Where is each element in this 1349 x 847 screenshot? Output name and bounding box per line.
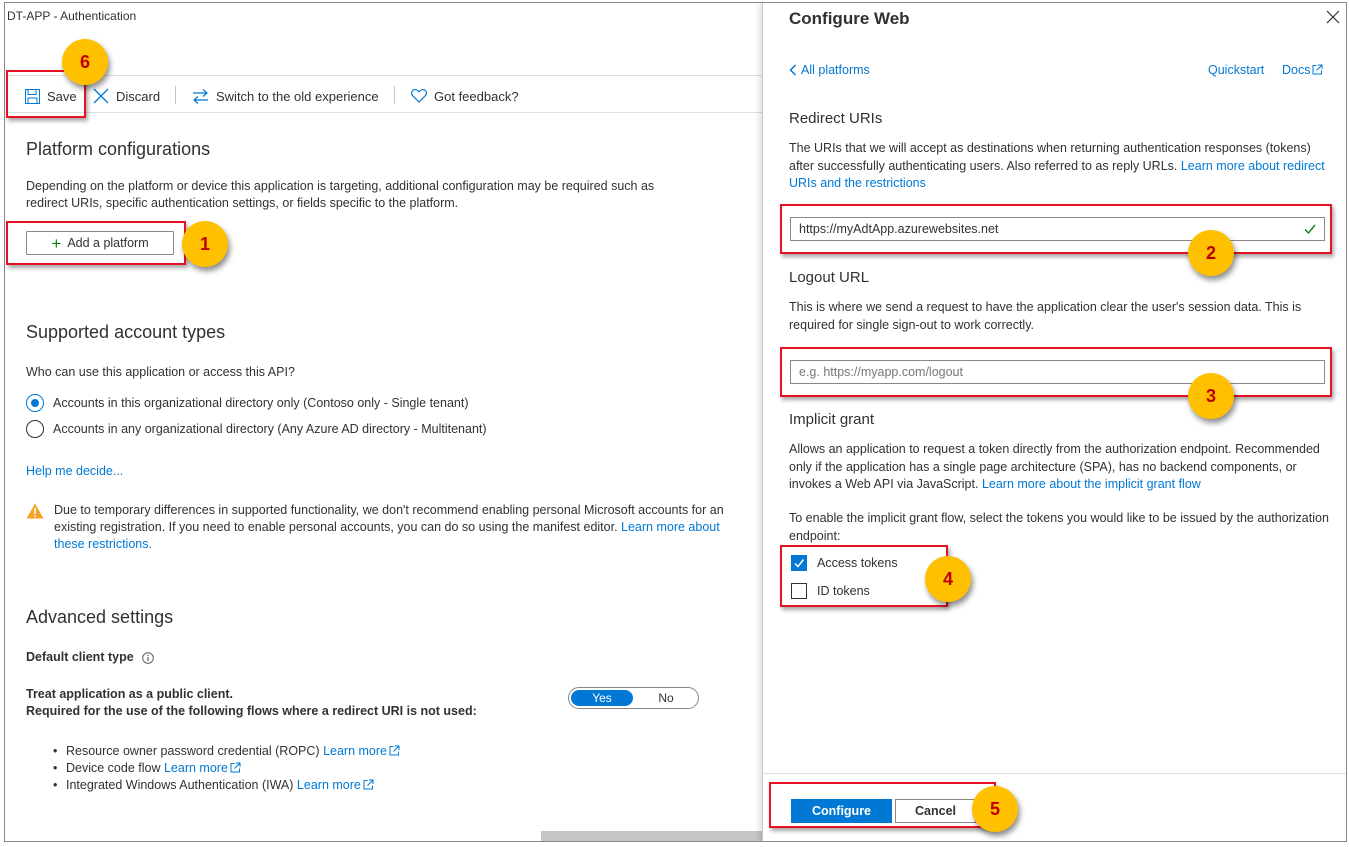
flows-list (53, 743, 400, 794)
logout-url-placeholder: e.g. https://myapp.com/logout (799, 365, 963, 379)
annotation-box (6, 221, 186, 265)
advanced-settings-title: Advanced settings (26, 607, 174, 627)
logout-url-title: Logout URL (789, 269, 870, 286)
external-link-icon (363, 779, 374, 790)
all-platforms-link[interactable] (789, 63, 870, 77)
implicit-grant-title: Implicit grant (789, 411, 875, 428)
chevron-left-icon (789, 64, 797, 76)
add-platform-label: Add a platform (67, 236, 149, 250)
step-badge: 3 (1188, 373, 1234, 419)
command-bar (5, 75, 762, 113)
access-tokens-label: Access tokens (817, 556, 898, 570)
radio-button[interactable] (26, 420, 44, 438)
platform-configurations-title: Platform configurations (26, 139, 211, 159)
toggle-no-option[interactable]: No (658, 691, 674, 705)
switch-old-experience-button[interactable] (192, 86, 379, 106)
help-me-decide-link[interactable] (26, 463, 123, 480)
learn-more-text: Learn more (323, 744, 387, 758)
help-me-decide-text[interactable]: Help me decide... (26, 464, 124, 478)
learn-more-link[interactable] (323, 744, 400, 758)
account-option-label: Accounts in any organizational directory (Any Azure AD directory - Multitenant) (53, 422, 487, 436)
discard-button[interactable] (93, 86, 160, 106)
configure-button[interactable]: Configure (791, 799, 892, 823)
warning-text: Due to temporary differences in supported functionality, we don't recommend enabling personal Microsoft accounts for an existing registration. If you need to enable personal accounts, you can do so using the manifest editor. (54, 503, 724, 534)
account-option-single-tenant[interactable] (26, 393, 469, 413)
docs-text: Docs (1282, 63, 1311, 77)
flow-name: Integrated Windows Authentication (IWA) (66, 778, 294, 792)
implicit-description-text: Allows an application to request a token directly from the authorization endpoint. Recommended only if the application has a single page architecture (SPA), has no backend components, or invokes a Web API via JavaScript. (789, 442, 1320, 491)
step-badge: 4 (925, 556, 971, 602)
docs-link[interactable] (1282, 63, 1323, 77)
learn-more-text: Learn more (163, 761, 228, 775)
implicit-grant-prompt: To enable the implicit grant flow, select the tokens you would like to be issued by the authorization endpoint: (789, 511, 1329, 543)
plus-icon: + (51, 233, 62, 253)
learn-more-link[interactable] (164, 761, 241, 775)
public-client-toggle[interactable] (568, 687, 699, 709)
switch-arrows-icon (192, 89, 209, 104)
switch-old-label: Switch to the old experience (216, 88, 379, 104)
authentication-page (5, 3, 762, 842)
supported-account-types-title: Supported account types (26, 322, 226, 342)
annotation-box (780, 545, 948, 607)
radio-button-selected[interactable] (26, 394, 44, 412)
flow-name: Device code flow (66, 761, 161, 775)
info-icon[interactable] (142, 652, 154, 664)
horizontal-scrollbar[interactable] (541, 831, 762, 841)
close-icon (93, 88, 109, 104)
implicit-grant-description (789, 441, 1329, 494)
flow-name: Resource owner password credential (ROPC) (66, 744, 320, 758)
annotation-box (780, 347, 1332, 397)
panel-title: Configure Web (789, 9, 910, 28)
list-item (53, 743, 400, 760)
external-link-icon (1312, 64, 1323, 75)
account-option-label: Accounts in this organizational directory only (Contoso only - Single tenant) (53, 396, 469, 410)
default-client-type (26, 649, 154, 666)
step-badge: 6 (62, 39, 108, 85)
learn-more-redirect-link[interactable]: Learn more about redirect URIs and the restrictions (789, 158, 1325, 190)
learn-more-link[interactable] (297, 778, 374, 792)
id-tokens-label: ID tokens (817, 584, 870, 598)
external-link-icon (389, 745, 400, 756)
configure-web-panel (762, 3, 1347, 842)
redirect-uris-title: Redirect URIs (789, 110, 883, 127)
list-item (53, 777, 400, 794)
list-item (53, 760, 400, 777)
feedback-button[interactable] (411, 86, 519, 106)
cancel-button[interactable]: Cancel (895, 799, 976, 823)
learn-more-restrictions-link[interactable]: Learn more about these restrictions. (54, 520, 720, 551)
toolbar-divider (175, 86, 176, 104)
feedback-label: Got feedback? (434, 88, 519, 104)
quickstart-link[interactable]: Quickstart (1208, 63, 1265, 77)
public-client-line: Treat application as a public client. (26, 687, 234, 701)
annotation-box (780, 204, 1332, 254)
learn-more-text: Learn more (296, 778, 361, 792)
platform-description-line: Depending on the platform or device this application is targeting, additional configuration may be required such as (26, 179, 655, 193)
window-title: DT-APP - Authentication (7, 9, 137, 23)
annotation-box (769, 782, 996, 828)
toggle-yes-option[interactable]: Yes (571, 690, 633, 706)
warning-message (54, 502, 744, 553)
redirect-uris-description (789, 140, 1329, 193)
toolbar-divider (394, 86, 395, 104)
redirect-description-text: The URIs that we will accept as destinations when returning authentication responses (tokens) after successfully authenticating users. Also referred to as reply URLs. (789, 141, 1311, 173)
default-client-type-label: Default client type (26, 650, 134, 664)
account-question: Who can use this application or access this API? (26, 365, 295, 379)
app-window (4, 2, 1347, 842)
step-badge: 2 (1188, 230, 1234, 276)
close-icon[interactable] (1326, 10, 1340, 24)
platform-description-line: redirect URIs, specific authentication settings, or fields specific to the platform. (26, 196, 459, 210)
discard-label: Discard (116, 88, 161, 104)
save-label: Save (47, 88, 77, 104)
external-link-icon (230, 762, 241, 773)
public-client-line: Required for the use of the following flows where a redirect URI is not used: (26, 704, 477, 718)
public-client-description (26, 686, 477, 720)
learn-more-implicit-link[interactable]: Learn more about the implicit grant flow (981, 477, 1201, 491)
redirect-uri-value: https://myAdtApp.azurewebsites.net (799, 222, 999, 236)
all-platforms-text: All platforms (801, 63, 870, 77)
heart-icon (411, 89, 427, 103)
platform-description (26, 178, 654, 212)
step-badge: 5 (972, 786, 1018, 832)
account-option-multitenant[interactable] (26, 419, 487, 439)
step-badge: 1 (182, 221, 228, 267)
warning-icon (26, 503, 44, 519)
logout-url-description: This is where we send a request to have the application clear the user's session data. This is required for single sign-out to work correctly. (789, 300, 1302, 332)
